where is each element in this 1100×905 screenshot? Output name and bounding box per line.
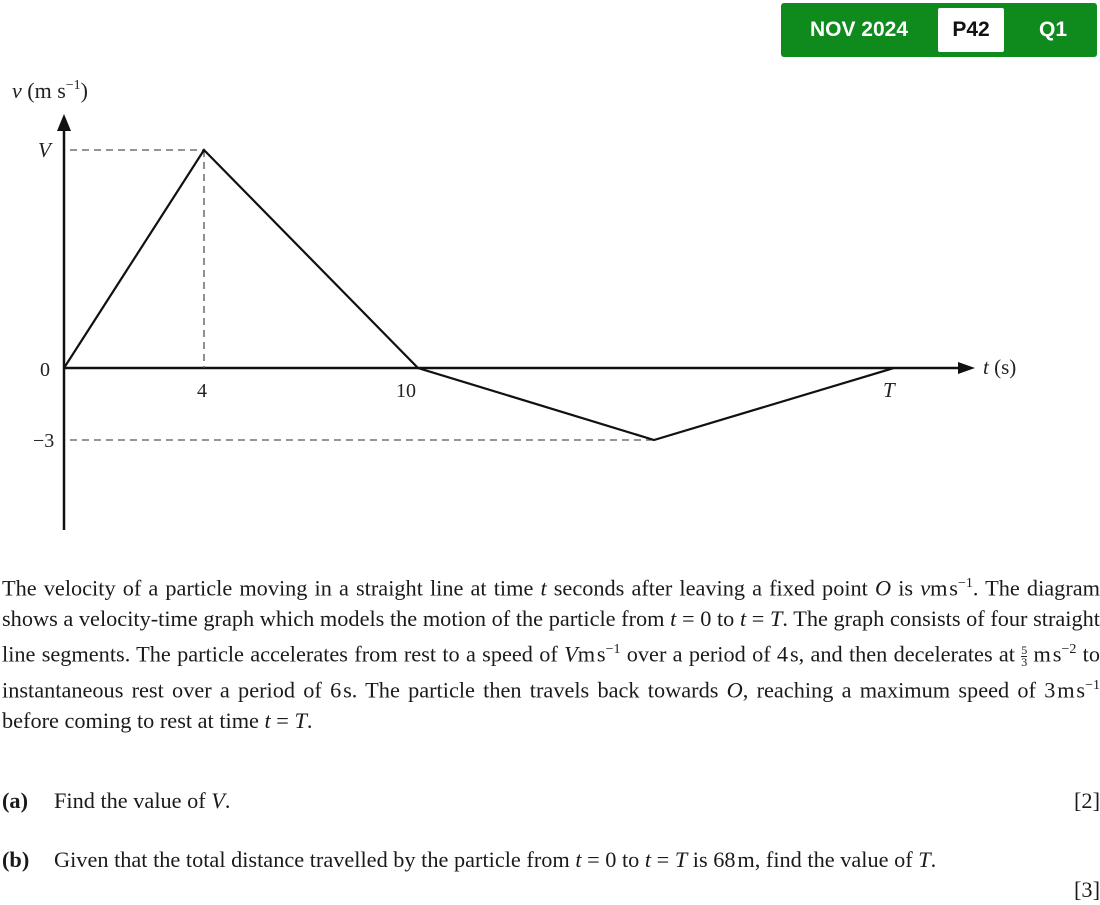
y-axis-label: v (m $s^{-1}$) (12, 78, 88, 103)
part-b-marks: [3] (1074, 877, 1100, 902)
part-a-marks: [2] (1074, 788, 1100, 813)
y-tick-0: 0 (40, 359, 50, 381)
x-tick-4: 4 (197, 380, 207, 402)
part-a-text: Find the value of V. (54, 788, 231, 813)
part-a (2, 786, 1100, 818)
x-tick-T: T (883, 378, 895, 402)
x-tick-10: 10 (396, 380, 416, 402)
x-axis-arrow (958, 362, 975, 374)
part-a-label: (a) (2, 788, 28, 813)
paper-label: P42 (938, 8, 1004, 52)
question-stem: The velocity of a particle moving in a straight line at time t seconds after leaving a fixed point O is vm $s^{-1}$. The diagram shows a velocity-time graph which models the motion of the particle from t = 0 to t = T. The graph consists of four straight line segments. The particle accelerates from rest to a speed of Vm $s^{-1}$ over a period of 4 s, and then decelerates at $\frac{5}{3}$ m $s^{-2}$ to instantaneous rest over a period of 6 s. The particle then travels back towards O, reaching a maximum speed of 3 m $s^{-1}$ before coming to rest at time t = T. (2, 575, 1100, 734)
session-label: NOV 2024 (809, 18, 909, 41)
x-axis-label: t (s) (983, 355, 1017, 379)
velocity-line (64, 150, 894, 440)
question-number: Q1 (1038, 18, 1067, 41)
y-tick-V: V (38, 138, 51, 162)
part-b-label: (b) (2, 847, 30, 872)
y-tick-neg3: −3 (33, 430, 55, 452)
y-axis-arrow (57, 114, 71, 131)
part-b (2, 845, 1100, 905)
part-b-text: Given that the total distance travelled by the particle from t = 0 to t = T is 68 m, find the value of T. (54, 847, 937, 872)
